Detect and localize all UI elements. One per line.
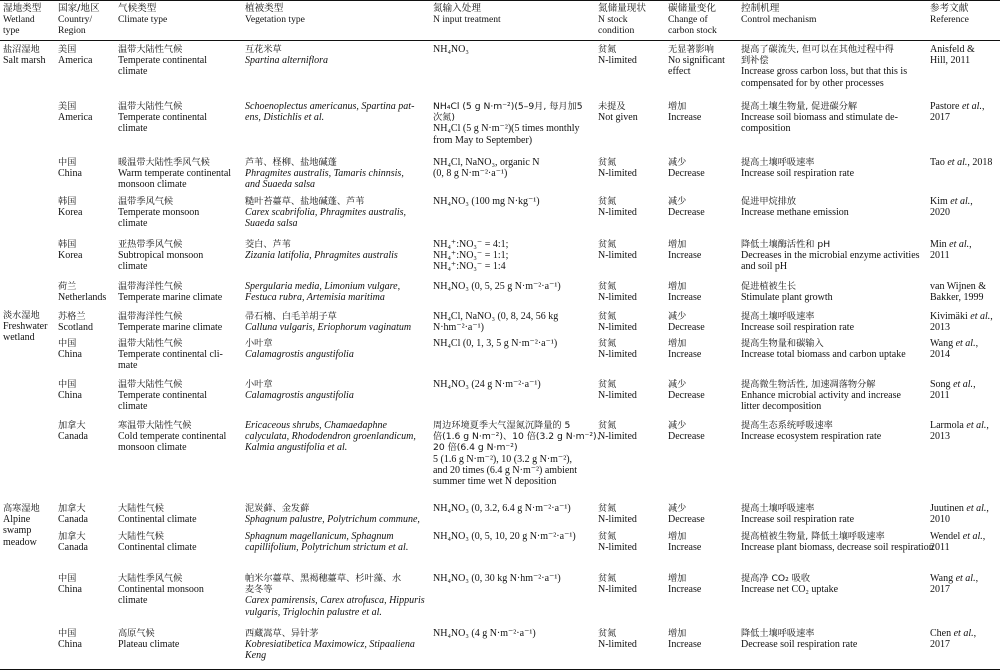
row-mechanism-line: 提高土壤生物量, 促进碳分解 xyxy=(741,101,858,112)
row-n-treatment-line: from May to September) xyxy=(433,134,533,146)
row-n-stock-line: N-limited xyxy=(598,322,637,334)
row-carbon-change-line: Decrease xyxy=(668,514,705,526)
row-vegetation-line: ens, Distichlis et al. xyxy=(245,112,325,124)
row-region-line: Scotland xyxy=(58,322,93,334)
header-mechanism-line: 控制机理 xyxy=(741,3,780,14)
row-carbon-change-line: 增加 xyxy=(668,573,687,584)
row-carbon-change-line: effect xyxy=(668,66,691,78)
row-mechanism-line: 到补偿 xyxy=(741,55,769,67)
row-n-treatment-line: NH₄Cl (5 g N·m⁻²)(5–9月, 每月加5 xyxy=(433,101,583,112)
row-reference-line: Kivimäki et al., xyxy=(930,311,993,322)
row-n-stock-line: 贫氮 xyxy=(598,44,617,55)
row-reference-line: Wang et al., xyxy=(930,338,979,349)
row-n-stock-line: N-limited xyxy=(598,514,637,526)
row-region-line: 中国 xyxy=(58,157,77,168)
row-vegetation-line: 西藏嵩草、异针茅 xyxy=(245,628,319,639)
row-climate-line: climate xyxy=(118,66,148,78)
row-mechanism-line: 提高生态系统呼吸速率 xyxy=(741,420,833,431)
row-region-line: 中国 xyxy=(58,573,77,584)
row-mechanism-line: Decreases in the microbial enzyme activities xyxy=(741,250,920,262)
row-n-stock-line: 贫氮 xyxy=(598,311,617,322)
row-carbon-change-line: 减少 xyxy=(668,311,687,322)
row-mechanism-line: 降低土壤酶活性和 pH xyxy=(741,239,831,250)
wetland-type-label-line: 淡水湿地 xyxy=(3,310,40,321)
row-region-line: Korea xyxy=(58,250,83,262)
row-reference-line: Wang et al., xyxy=(930,573,979,584)
row-region-line: China xyxy=(58,168,82,180)
row-reference-line: 2013 xyxy=(930,322,950,334)
row-mechanism-line: Increase soil biomass and stimulate de- xyxy=(741,112,898,124)
row-mechanism-line: 提高土壤呼吸速率 xyxy=(741,311,815,322)
row-carbon-change-line: Increase xyxy=(668,250,702,262)
row-mechanism-line: litter decomposition xyxy=(741,401,822,413)
row-vegetation-line: 帚石楠、白毛羊胡子草 xyxy=(245,311,337,322)
wetland-type-label-line: Freshwater xyxy=(3,321,48,333)
row-reference-line: 2013 xyxy=(930,431,950,443)
row-region-line: 荷兰 xyxy=(58,281,77,292)
row-vegetation-line: Calamagrostis angustifolia xyxy=(245,390,354,402)
row-climate-line: 温带大陆性气候 xyxy=(118,44,183,55)
row-climate-line: 寒温带大陆性气候 xyxy=(118,420,192,431)
row-vegetation-line: 茭白、芦苇 xyxy=(245,239,291,250)
row-climate-line: 温带大陆性气候 xyxy=(118,338,183,349)
header-vegetation-line: 植被类型 xyxy=(245,3,284,14)
row-climate-line: Warm temperate continental xyxy=(118,168,232,180)
row-n-treatment-line: 5 (1.6 g N·m⁻²), 10 (3.2 g N·m⁻²), xyxy=(433,453,573,465)
row-n-stock-line: N-limited xyxy=(598,349,637,361)
row-vegetation-line: 帕米尔薹草、黑褐穗薹草、杉叶藻、水 xyxy=(245,573,402,584)
row-n-stock-line: 贫氮 xyxy=(598,338,617,349)
row-vegetation-line: 小叶章 xyxy=(245,379,273,390)
row-reference-line: 2014 xyxy=(930,349,950,361)
row-n-stock-line: N-limited xyxy=(598,542,637,554)
header-reference-line: Reference xyxy=(930,14,969,26)
row-climate-line: mate xyxy=(118,360,138,372)
row-vegetation-line: Sphagnum magellanicum, Sphagnum xyxy=(245,531,394,542)
row-region-line: 加拿大 xyxy=(58,503,86,514)
row-n-stock-line: 贫氮 xyxy=(598,281,617,292)
wetland-type-label-line: swamp xyxy=(3,525,32,537)
row-vegetation-line: Suaeda salsa xyxy=(245,218,298,230)
row-reference-line: Kim et al., xyxy=(930,196,973,207)
row-vegetation-line: Ericaceous shrubs, Chamaedaphne xyxy=(245,420,387,431)
row-n-treatment-line: NH₄NO₃ (0, 30 kg N·hm⁻²·a⁻¹) xyxy=(433,573,561,584)
header-region-line: 国家/地区 xyxy=(58,3,100,14)
header-wetland-line: 湿地类型 xyxy=(3,3,42,14)
row-carbon-change-line: Increase xyxy=(668,639,702,651)
row-n-treatment-line: (0, 8 g N·m⁻²·a⁻¹) xyxy=(433,168,508,180)
row-region-line: 加拿大 xyxy=(58,531,86,542)
row-n-treatment-line: 倍(1.6 g N·m⁻²)、10 倍(3.2 g N·m⁻²)、 xyxy=(433,431,606,443)
row-climate-line: 大陆性季风气候 xyxy=(118,573,183,584)
table-top-rule xyxy=(0,0,1000,1)
row-n-stock-line: Not given xyxy=(598,112,638,124)
row-vegetation-line: Kalmia angustifolia et al. xyxy=(245,442,348,454)
row-reference-line: Pastore et al., xyxy=(930,101,985,112)
row-region-line: 中国 xyxy=(58,338,77,349)
row-n-stock-line: N-limited xyxy=(598,639,637,651)
row-vegetation-line: Spartina alterniflora xyxy=(245,55,329,67)
row-reference-line: 2017 xyxy=(930,112,950,124)
row-region-line: Canada xyxy=(58,542,88,554)
row-climate-line: 大陆性气候 xyxy=(118,531,164,542)
row-n-treatment-line: 次氮) xyxy=(433,112,455,124)
row-mechanism-line: 降低土壤呼吸速率 xyxy=(741,628,815,639)
row-n-treatment-line: NH₄Cl, NaNO₃ (0, 8, 24, 56 kg xyxy=(433,311,559,322)
row-mechanism-line: and soil pH xyxy=(741,261,788,273)
row-mechanism-line: 提高了碳流失, 但可以在其他过程中得 xyxy=(741,44,894,55)
row-vegetation-line: Zizania latifolia, Phragmites australis xyxy=(245,250,398,262)
row-vegetation-line: Calamagrostis angustifolia xyxy=(245,349,354,361)
row-reference-line: Tao et al., 2018 xyxy=(930,157,993,168)
row-n-stock-line: 贫氮 xyxy=(598,157,617,168)
row-climate-line: climate xyxy=(118,261,148,273)
row-n-treatment-line: 20 倍(6.4 g N·m⁻²) xyxy=(433,442,518,454)
row-climate-line: 温带海洋性气候 xyxy=(118,281,183,292)
row-reference-line: Anisfeld & xyxy=(930,44,975,55)
row-carbon-change-line: 增加 xyxy=(668,239,687,250)
row-n-treatment-line: NH₄NO₃ xyxy=(433,44,469,55)
row-mechanism-line: Increase methane emission xyxy=(741,207,849,219)
row-region-line: America xyxy=(58,112,93,124)
header-n-stock-line: 氮储量现状 xyxy=(598,3,646,14)
row-carbon-change-line: 无显著影响 xyxy=(668,44,714,55)
row-climate-line: 大陆性气候 xyxy=(118,503,164,514)
row-vegetation-line: Festuca rubra, Artemisia maritima xyxy=(245,292,385,304)
row-carbon-change-line: 增加 xyxy=(668,338,687,349)
row-vegetation-line: 麦冬等 xyxy=(245,584,273,596)
row-n-stock-line: 贫氮 xyxy=(598,531,617,542)
header-n-input-line: 氮输入处理 xyxy=(433,3,481,14)
row-climate-line: climate xyxy=(118,401,148,413)
row-mechanism-line: 促进甲烷排放 xyxy=(741,196,797,207)
row-vegetation-line: capillifolium, Polytrichum strictum et al. xyxy=(245,542,409,554)
row-reference-line: Min et al., xyxy=(930,239,972,250)
header-wetland-line: type xyxy=(3,25,20,37)
row-mechanism-line: Stimulate plant growth xyxy=(741,292,833,304)
row-climate-line: Subtropical monsoon xyxy=(118,250,204,262)
row-region-line: 中国 xyxy=(58,628,77,639)
header-n-stock-line: condition xyxy=(598,25,635,37)
row-climate-line: 亚热带季风气候 xyxy=(118,239,183,250)
row-climate-line: climate xyxy=(118,595,148,607)
row-carbon-change-line: 减少 xyxy=(668,503,687,514)
row-climate-line: climate xyxy=(118,123,148,135)
row-region-line: 韩国 xyxy=(58,196,77,207)
row-vegetation-line: 泥炭藓、金发藓 xyxy=(245,503,310,514)
row-carbon-change-line: Decrease xyxy=(668,390,705,402)
row-region-line: China xyxy=(58,584,82,596)
wetland-type-label-line: meadow xyxy=(3,536,37,548)
row-mechanism-line: 提高土壤呼吸速率 xyxy=(741,503,815,514)
row-n-stock-line: N-limited xyxy=(598,207,637,219)
row-vegetation-line: 芦苇、柽柳、盐地碱蓬 xyxy=(245,157,337,168)
row-n-treatment-line: NH₄⁺:NO₃⁻ = 1:4 xyxy=(433,261,506,273)
header-carbon-line: carbon stock xyxy=(668,25,717,37)
row-mechanism-line: Enhance microbial activity and increase xyxy=(741,390,901,402)
row-reference-line: 2017 xyxy=(930,584,950,596)
row-climate-line: Temperate monsoon xyxy=(118,207,200,219)
row-reference-line: Song et al., xyxy=(930,379,976,390)
row-vegetation-line: Phragmites australis, Tamaris chinnsis, xyxy=(245,168,404,180)
row-climate-line: Continental climate xyxy=(118,542,197,554)
row-climate-line: Temperate continental xyxy=(118,55,207,67)
row-climate-line: 温带季风气候 xyxy=(118,196,174,207)
row-carbon-change-line: Increase xyxy=(668,292,702,304)
row-n-treatment-line: 周边环境夏季大气湿氮沉降量的 5 xyxy=(433,420,571,431)
row-n-stock-line: 贫氮 xyxy=(598,628,617,639)
row-vegetation-line: 糙叶苔薹草、盐地碱蓬、芦苇 xyxy=(245,196,365,207)
row-vegetation-line: Kobresiatibetica Maximowicz, Stipaaliena xyxy=(245,639,415,651)
row-region-line: 美国 xyxy=(58,44,77,55)
row-mechanism-line: 提高生物量和碳输入 xyxy=(741,338,824,349)
row-n-treatment-line: NH₄Cl (5 g N·m⁻²)(5 times monthly xyxy=(433,123,580,135)
row-climate-line: Temperate continental xyxy=(118,390,207,402)
header-mechanism-line: Control mechanism xyxy=(741,14,817,26)
row-n-stock-line: 贫氮 xyxy=(598,503,617,514)
header-wetland-line: Wetland xyxy=(3,14,35,26)
row-n-stock-line: 贫氮 xyxy=(598,196,617,207)
row-n-treatment-line: NH₄⁺:NO₃⁻ = 1:1; xyxy=(433,250,509,262)
row-region-line: 中国 xyxy=(58,379,77,390)
table-header-rule xyxy=(0,40,1000,41)
header-region-line: Region xyxy=(58,25,86,37)
row-n-treatment-line: NH₄NO₃ (4 g N·m⁻²·a⁻¹) xyxy=(433,628,536,639)
header-climate-line: Climate type xyxy=(118,14,168,26)
header-reference-line: 参考文献 xyxy=(930,3,969,14)
row-n-stock-line: N-limited xyxy=(598,431,637,443)
row-carbon-change-line: 减少 xyxy=(668,196,687,207)
row-region-line: China xyxy=(58,390,82,402)
row-carbon-change-line: Increase xyxy=(668,112,702,124)
row-n-treatment-line: NH₄Cl (0, 1, 3, 5 g N·m⁻²·a⁻¹) xyxy=(433,338,558,349)
row-region-line: China xyxy=(58,349,82,361)
row-carbon-change-line: Decrease xyxy=(668,322,705,334)
row-region-line: Netherlands xyxy=(58,292,107,304)
row-n-treatment-line: NH₄NO₃ (0, 3.2, 6.4 g N·m⁻²·a⁻¹) xyxy=(433,503,571,514)
row-mechanism-line: Increase soil respiration rate xyxy=(741,322,855,334)
row-reference-line: 2011 xyxy=(930,390,950,402)
header-n-stock-line: N stock xyxy=(598,14,628,26)
row-vegetation-line: vulgaris, Triglochin palustre et al. xyxy=(245,606,382,618)
row-climate-line: Temperate marine climate xyxy=(118,322,223,334)
row-reference-line: van Wijnen & xyxy=(930,281,987,292)
row-vegetation-line: Sphagnum palustre, Polytrichum commune, xyxy=(245,514,420,526)
row-carbon-change-line: 减少 xyxy=(668,379,687,390)
header-n-input-line: N input treatment xyxy=(433,14,501,26)
row-vegetation-line: Carex scabrifolia, Phragmites australis, xyxy=(245,207,407,219)
row-n-stock-line: N-limited xyxy=(598,390,637,402)
row-vegetation-line: Spergularia media, Limonium vulgare, xyxy=(245,281,401,292)
row-carbon-change-line: No significant xyxy=(668,55,725,67)
row-reference-line: Hill, 2011 xyxy=(930,55,971,67)
row-vegetation-line: calyculata, Rhododendron groenlandicum, xyxy=(245,431,416,443)
row-mechanism-line: Increase soil respiration rate xyxy=(741,514,855,526)
row-climate-line: Temperate continental xyxy=(118,112,207,124)
row-vegetation-line: Carex pamirensis, Carex atrofusca, Hippuris xyxy=(245,595,425,607)
row-n-treatment-line: NH₄Cl, NaNO₃, organic N xyxy=(433,157,540,168)
row-region-line: 韩国 xyxy=(58,239,77,250)
row-n-treatment-line: and 20 times (6.4 g N·m⁻²) ambient xyxy=(433,464,578,476)
row-climate-line: 温带大陆性气候 xyxy=(118,101,183,112)
row-carbon-change-line: Decrease xyxy=(668,431,705,443)
row-climate-line: 暖温带大陆性季风气候 xyxy=(118,157,210,168)
row-mechanism-line: Decrease soil respiration rate xyxy=(741,639,858,651)
row-mechanism-line: composition xyxy=(741,123,791,135)
row-region-line: 美国 xyxy=(58,101,77,112)
row-n-treatment-line: summer time wet N deposition xyxy=(433,476,557,487)
row-n-stock-line: 贫氮 xyxy=(598,379,617,390)
row-n-treatment-line: NH₄NO₃ (0, 5, 25 g N·m⁻²·a⁻¹) xyxy=(433,281,561,292)
row-mechanism-line: Increase net CO₂ uptake xyxy=(741,584,839,596)
wetland-type-label-line: 高寒湿地 xyxy=(3,503,40,514)
row-vegetation-line: Keng xyxy=(245,650,267,662)
row-reference-line: 2011 xyxy=(930,542,950,554)
row-carbon-change-line: Decrease xyxy=(668,207,705,219)
row-carbon-change-line: 增加 xyxy=(668,628,687,639)
row-climate-line: monsoon climate xyxy=(118,442,187,454)
row-n-stock-line: 未提及 xyxy=(598,101,626,112)
row-carbon-change-line: 增加 xyxy=(668,281,687,292)
row-climate-line: monsoon climate xyxy=(118,179,187,191)
row-n-stock-line: N-limited xyxy=(598,292,637,304)
row-reference-line: Bakker, 1999 xyxy=(930,292,984,304)
row-vegetation-line: 互花米草 xyxy=(245,44,282,55)
row-carbon-change-line: Increase xyxy=(668,349,702,361)
row-carbon-change-line: Increase xyxy=(668,584,702,596)
wetland-type-label-line: 盐沼湿地 xyxy=(3,44,40,55)
row-mechanism-line: 提高净 CO₂ 吸收 xyxy=(741,573,811,584)
header-vegetation-line: Vegetation type xyxy=(245,14,305,26)
wetland-type-label-line: Salt marsh xyxy=(3,55,46,67)
row-vegetation-line: Schoenoplectus americanus, Spartina pat- xyxy=(245,101,415,112)
row-climate-line: climate xyxy=(118,218,148,230)
header-region-line: Country/ xyxy=(58,14,93,26)
row-mechanism-line: 提高微生物活性, 加速凋落物分解 xyxy=(741,379,876,390)
row-reference-line: 2017 xyxy=(930,639,950,651)
row-n-stock-line: N-limited xyxy=(598,168,637,180)
row-n-stock-line: 贫氮 xyxy=(598,420,617,431)
row-climate-line: Continental climate xyxy=(118,514,197,526)
row-mechanism-line: Increase total biomass and carbon uptake xyxy=(741,349,906,361)
row-n-treatment-line: NH₄NO₃ (24 g N·m⁻²·a⁻¹) xyxy=(433,379,541,390)
row-region-line: Korea xyxy=(58,207,83,219)
row-climate-line: Temperate marine climate xyxy=(118,292,223,304)
row-carbon-change-line: 减少 xyxy=(668,157,687,168)
row-n-stock-line: N-limited xyxy=(598,584,637,596)
row-carbon-change-line: Increase xyxy=(668,542,702,554)
row-mechanism-line: 促进植被生长 xyxy=(741,281,797,292)
header-carbon-line: Change of xyxy=(668,14,708,26)
row-mechanism-line: 提高土壤呼吸速率 xyxy=(741,157,815,168)
row-climate-line: 温带大陆性气候 xyxy=(118,379,183,390)
row-climate-line: 高原气候 xyxy=(118,628,155,639)
row-carbon-change-line: 增加 xyxy=(668,531,687,542)
row-reference-line: Juutinen et al., xyxy=(930,503,989,514)
row-reference-line: 2020 xyxy=(930,207,950,219)
row-reference-line: 2011 xyxy=(930,250,950,262)
row-climate-line: 温带海洋性气候 xyxy=(118,311,183,322)
row-mechanism-line: Increase soil respiration rate xyxy=(741,168,855,180)
row-region-line: Canada xyxy=(58,431,88,443)
row-climate-line: Plateau climate xyxy=(118,639,180,651)
row-mechanism-line: Increase ecosystem respiration rate xyxy=(741,431,882,443)
row-region-line: 苏格兰 xyxy=(58,311,86,322)
row-carbon-change-line: 增加 xyxy=(668,101,687,112)
wetland-type-label-line: Alpine xyxy=(3,514,31,526)
row-n-treatment-line: NH₄⁺:NO₃⁻ = 4:1; xyxy=(433,239,509,250)
row-reference-line: Chen et al., xyxy=(930,628,977,639)
row-region-line: Canada xyxy=(58,514,88,526)
row-n-stock-line: N-limited xyxy=(598,55,637,67)
row-carbon-change-line: Decrease xyxy=(668,168,705,180)
row-region-line: America xyxy=(58,55,93,67)
row-vegetation-line: and Suaeda salsa xyxy=(245,179,315,191)
row-reference-line: Larmola et al., xyxy=(930,420,989,431)
row-n-treatment-line: N·hm⁻²·a⁻¹) xyxy=(433,322,484,334)
row-region-line: China xyxy=(58,639,82,651)
row-n-treatment-line: NH₄NO₃ (0, 5, 10, 20 g N·m⁻²·a⁻¹) xyxy=(433,531,576,542)
row-reference-line: 2010 xyxy=(930,514,950,526)
row-n-treatment-line: NH₄NO₃ (100 mg N·kg⁻¹) xyxy=(433,196,540,207)
row-n-stock-line: N-limited xyxy=(598,250,637,262)
row-region-line: 加拿大 xyxy=(58,420,86,431)
row-n-stock-line: 贫氮 xyxy=(598,239,617,250)
row-n-stock-line: 贫氮 xyxy=(598,573,617,584)
row-vegetation-line: Calluna vulgaris, Eriophorum vaginatum xyxy=(245,322,412,334)
row-mechanism-line: compensated for by other processes xyxy=(741,77,884,89)
row-carbon-change-line: 减少 xyxy=(668,420,687,431)
row-mechanism-line: Increase gross carbon loss, but that this is xyxy=(741,66,908,78)
row-mechanism-line: 提高植被生物量, 降低土壤呼吸速率 xyxy=(741,531,885,542)
row-climate-line: Temperate continental cli- xyxy=(118,349,223,361)
row-mechanism-line: Increase plant biomass, decrease soil respiration xyxy=(741,542,934,554)
wetland-type-label-line: wetland xyxy=(3,332,35,344)
row-vegetation-line: 小叶章 xyxy=(245,338,273,349)
row-climate-line: Cold temperate continental xyxy=(118,431,227,443)
row-reference-line: Wendel et al., xyxy=(930,531,986,542)
row-climate-line: Continental monsoon xyxy=(118,584,204,596)
header-carbon-line: 碳储量变化 xyxy=(668,3,716,14)
header-climate-line: 气候类型 xyxy=(118,3,157,14)
